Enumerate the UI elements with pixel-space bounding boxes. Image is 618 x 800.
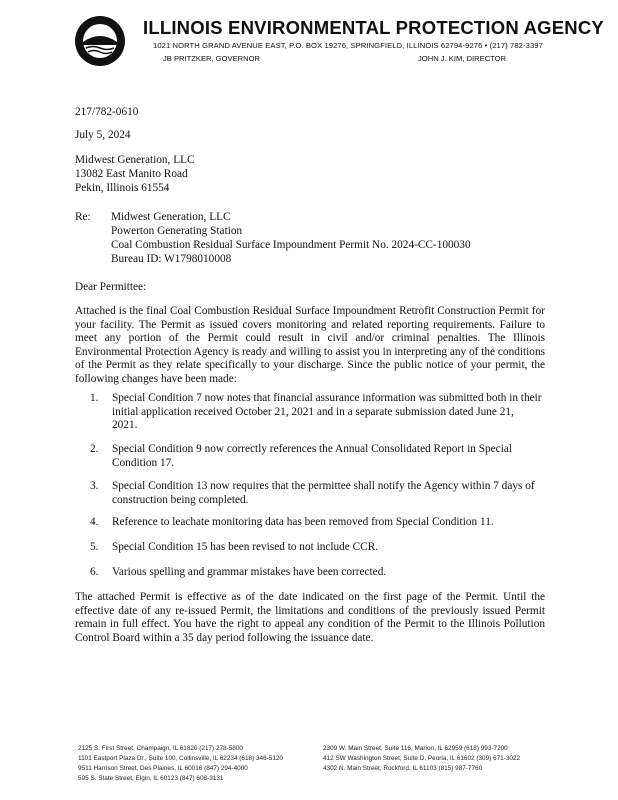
governor-name: JB PRITZKER, GOVERNOR: [163, 54, 261, 63]
change-text: Special Condition 15 has been revised to not include CCR.: [112, 541, 379, 553]
change-text: Special Condition 9 now correctly references the Annual Consolidated Report in Special Condition 17.: [112, 443, 512, 469]
recipient-line: 13082 East Manito Road: [75, 168, 188, 180]
change-number: 2.: [90, 443, 99, 455]
closing-paragraph: The attached Permit is effective as of the date indicated on the first page of the Permit. Until the effective date of any re-issued Permit, the limitations and conditions of the previously issued Permit remain in full effect. You have the right to appeal any condition of the Permit to the Illinois Pollution Control Board within a 35 day period following the issuance date.: [75, 591, 545, 644]
re-line: Coal Combustion Residual Surface Impoundment Permit No. 2024-CC-100030: [111, 239, 471, 251]
footer-address: 2125 S. First Street, Champaign, IL 61820 (217) 278-5800: [78, 745, 243, 752]
re-block: [111, 210, 471, 266]
recipient-line: Pekin, Illinois 61554: [75, 182, 170, 194]
agency-address: 1021 NORTH GRAND AVENUE EAST, P.O. BOX 19276, SPRINGFIELD, ILLINOIS 62794-9276 • (217) 782-3397: [153, 41, 543, 50]
footer-address: 1101 Eastport Plaza Dr., Suite 100, Collinsville, IL 62234 (618) 346-5120: [78, 755, 283, 762]
footer-address: 412 SW Washington Street, Suite D, Peoria, IL 61602 (309) 671-3022: [323, 755, 521, 762]
change-number: 3.: [90, 480, 99, 492]
change-number: 1.: [90, 392, 99, 404]
change-number: 6.: [90, 566, 99, 578]
change-text: Special Condition 7 now notes that financial assurance information was submitted both in their initial application received October 21, 2021 and in a separate submission dated June 21, 2021.: [112, 392, 542, 432]
salutation: Dear Permittee:: [75, 281, 147, 293]
footer-right-addresses: [323, 744, 520, 774]
change-text: Various spelling and grammar mistakes have been corrected.: [112, 566, 387, 578]
change-number: 4.: [90, 516, 99, 528]
recipient-line: Midwest Generation, LLC: [75, 154, 195, 166]
recipient-address: [75, 153, 195, 195]
footer-left-addresses: [78, 744, 283, 784]
re-line: Midwest Generation, LLC: [111, 211, 231, 223]
footer-address: 4302 N. Main Street, Rockford, IL 61103 (815) 987-7760: [323, 765, 483, 772]
change-text: Reference to leachate monitoring data has been removed from Special Condition 11.: [112, 516, 494, 528]
re-label: Re:: [75, 211, 91, 223]
re-line: Bureau ID: W1798010008: [111, 253, 232, 265]
letter-date: July 5, 2024: [75, 129, 131, 141]
change-number: 5.: [90, 541, 99, 553]
change-text: Special Condition 13 now requires that the permittee shall notify the Agency within 7 days of construction being completed.: [112, 480, 535, 506]
footer-address: 2309 W. Main Street, Suite 116, Marion, IL 62959 (618) 993-7200: [323, 745, 508, 752]
footer-address: 595 S. State Street, Elgin, IL 60123 (847) 608-3131: [78, 775, 224, 782]
footer-address: 9511 Harrison Street, Des Plaines, IL 60016 (847) 294-4000: [78, 765, 248, 772]
intro-paragraph: Attached is the final Coal Combustion Residual Surface Impoundment Retrofit Construction Permit for your facility. The Permit as issued covers monitoring and related reporting requirements. Failure to meet any portion of the Permit could result in civil and/or criminal penalties. The Illinois Environmental Protection Agency is ready and willing to assist you in interpreting any of the conditions of the Permit as they relate specifically to your discharge. Since the public notice of your permit, the following changes have been made:: [75, 305, 545, 385]
phone-number: 217/782-0610: [75, 106, 139, 118]
agency-name: ILLINOIS ENVIRONMENTAL PROTECTION AGENCY: [143, 17, 604, 38]
re-line: Powerton Generating Station: [111, 225, 243, 237]
agency-seal-icon: [74, 15, 126, 67]
director-name: JOHN J. KIM, DIRECTOR: [418, 54, 507, 63]
